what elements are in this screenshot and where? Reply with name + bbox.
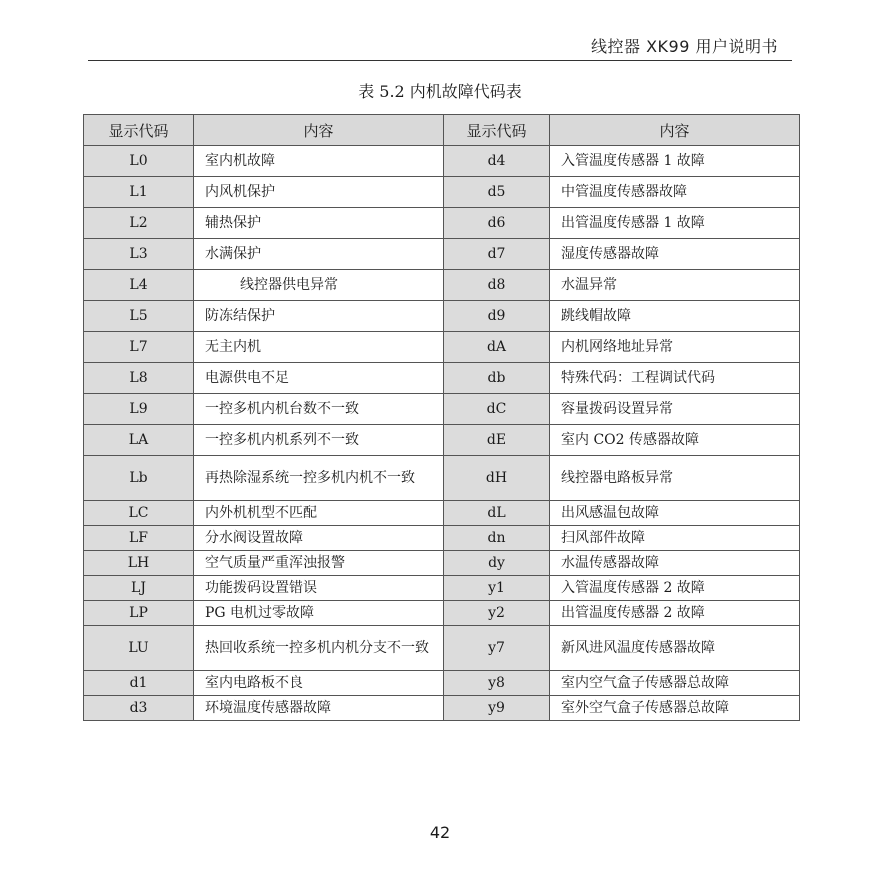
fault-code: d5 [444, 177, 550, 208]
fault-code: LF [84, 526, 194, 551]
fault-code: y2 [444, 601, 550, 626]
fault-code: y1 [444, 576, 550, 601]
fault-code: L9 [84, 394, 194, 425]
fault-description: 新风进风温度传感器故障 [550, 626, 800, 671]
fault-description: 容量拨码设置异常 [550, 394, 800, 425]
fault-code: d9 [444, 301, 550, 332]
fault-code: dn [444, 526, 550, 551]
fault-description: 室内空气盒子传感器总故障 [550, 671, 800, 696]
fault-code: L0 [84, 146, 194, 177]
table-row [84, 425, 800, 456]
fault-description: 室内 CO2 传感器故障 [550, 425, 800, 456]
fault-description: 无主内机 [194, 332, 444, 363]
table-row [84, 576, 800, 601]
fault-code: dy [444, 551, 550, 576]
fault-description: 防冻结保护 [194, 301, 444, 332]
table-row [84, 270, 800, 301]
table-row [84, 363, 800, 394]
table-row [84, 601, 800, 626]
header-code-1: 显示代码 [84, 115, 194, 146]
running-header [88, 30, 792, 61]
fault-description: 再热除湿系统一控多机内机不一致 [194, 456, 444, 501]
fault-description: 电源供电不足 [194, 363, 444, 394]
fault-code: dC [444, 394, 550, 425]
fault-code: d1 [84, 671, 194, 696]
table-row [84, 146, 800, 177]
fault-code: LP [84, 601, 194, 626]
table-row [84, 332, 800, 363]
fault-code: L3 [84, 239, 194, 270]
fault-code: y8 [444, 671, 550, 696]
fault-description: 扫风部件故障 [550, 526, 800, 551]
header-code-2: 显示代码 [444, 115, 550, 146]
fault-description: 环境温度传感器故障 [194, 696, 444, 721]
fault-description: 室内电路板不良 [194, 671, 444, 696]
fault-description: 辅热保护 [194, 208, 444, 239]
fault-description: 特殊代码：工程调试代码 [550, 363, 800, 394]
fault-code: dL [444, 501, 550, 526]
fault-description: 入管温度传感器 1 故障 [550, 146, 800, 177]
table-caption: 表 5.2 内机故障代码表 [358, 82, 522, 101]
fault-description: 热回收系统一控多机内机分支不一致 [194, 626, 444, 671]
fault-description: 湿度传感器故障 [550, 239, 800, 270]
fault-description: 跳线帽故障 [550, 301, 800, 332]
fault-description: 线控器电路板异常 [550, 456, 800, 501]
fault-code: dE [444, 425, 550, 456]
running-header-title: 线控器 XK99 用户说明书 [591, 37, 778, 56]
fault-description: PG 电机过零故障 [194, 601, 444, 626]
fault-code: dA [444, 332, 550, 363]
fault-code: LC [84, 501, 194, 526]
fault-description: 室内机故障 [194, 146, 444, 177]
fault-description: 内风机保护 [194, 177, 444, 208]
fault-code-table [83, 114, 800, 721]
header-content-1: 内容 [194, 115, 444, 146]
table-row [84, 301, 800, 332]
fault-code: L7 [84, 332, 194, 363]
fault-code: LU [84, 626, 194, 671]
fault-description: 线控器供电异常 [194, 270, 444, 301]
fault-code: L4 [84, 270, 194, 301]
fault-description: 入管温度传感器 2 故障 [550, 576, 800, 601]
fault-code: d7 [444, 239, 550, 270]
fault-description: 一控多机内机台数不一致 [194, 394, 444, 425]
fault-code: dH [444, 456, 550, 501]
table-row [84, 177, 800, 208]
table-row [84, 626, 800, 671]
table-row [84, 501, 800, 526]
fault-code: L2 [84, 208, 194, 239]
fault-code: LA [84, 425, 194, 456]
fault-description: 中管温度传感器故障 [550, 177, 800, 208]
fault-code: d6 [444, 208, 550, 239]
fault-description: 出管温度传感器 2 故障 [550, 601, 800, 626]
page-number: 42 [429, 823, 451, 842]
table-row [84, 696, 800, 721]
fault-code: LJ [84, 576, 194, 601]
fault-code: y7 [444, 626, 550, 671]
table-row [84, 526, 800, 551]
fault-description: 室外空气盒子传感器总故障 [550, 696, 800, 721]
fault-code: d4 [444, 146, 550, 177]
fault-description: 内外机机型不匹配 [194, 501, 444, 526]
fault-code: L5 [84, 301, 194, 332]
header-content-2: 内容 [550, 115, 800, 146]
fault-description: 一控多机内机系列不一致 [194, 425, 444, 456]
fault-code: LH [84, 551, 194, 576]
fault-code: d8 [444, 270, 550, 301]
table-header-row [84, 115, 800, 146]
fault-description: 水满保护 [194, 239, 444, 270]
fault-description: 水温异常 [550, 270, 800, 301]
table-row [84, 208, 800, 239]
fault-description: 功能拨码设置错误 [194, 576, 444, 601]
fault-code: L8 [84, 363, 194, 394]
fault-description: 出管温度传感器 1 故障 [550, 208, 800, 239]
table-row [84, 239, 800, 270]
fault-description: 分水阀设置故障 [194, 526, 444, 551]
fault-code: L1 [84, 177, 194, 208]
table-row [84, 394, 800, 425]
fault-code: db [444, 363, 550, 394]
fault-code: y9 [444, 696, 550, 721]
table-row [84, 551, 800, 576]
fault-description: 空气质量严重浑浊报警 [194, 551, 444, 576]
fault-code: d3 [84, 696, 194, 721]
fault-code: Lb [84, 456, 194, 501]
fault-description: 水温传感器故障 [550, 551, 800, 576]
fault-description: 出风感温包故障 [550, 501, 800, 526]
fault-description: 内机网络地址异常 [550, 332, 800, 363]
table-row [84, 456, 800, 501]
table-row [84, 671, 800, 696]
